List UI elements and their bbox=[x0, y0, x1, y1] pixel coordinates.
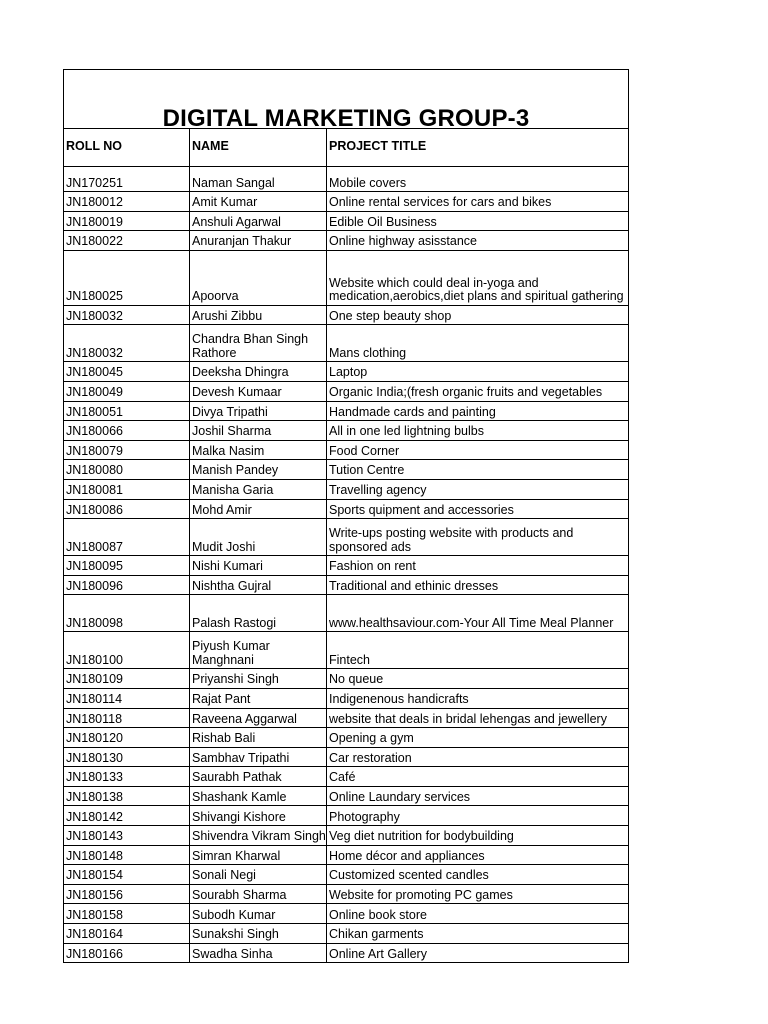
table-row bbox=[64, 362, 629, 382]
project-title-cell: Edible Oil Business bbox=[327, 211, 629, 231]
project-title-cell: Car restoration bbox=[327, 747, 629, 767]
name-cell: Sourabh Sharma bbox=[190, 884, 327, 904]
name-cell: Sonali Negi bbox=[190, 865, 327, 885]
roll-no-cell: JN180025 bbox=[64, 250, 190, 305]
project-title-cell: Traditional and ethinic dresses bbox=[327, 575, 629, 595]
name-cell: Saurabh Pathak bbox=[190, 767, 327, 787]
roll-no-cell: JN180087 bbox=[64, 519, 190, 556]
project-title-cell: Online book store bbox=[327, 904, 629, 924]
project-title-cell: Online Laundary services bbox=[327, 786, 629, 806]
project-title-cell: Veg diet nutrition for bodybuilding bbox=[327, 826, 629, 846]
roll-no-cell: JN180158 bbox=[64, 904, 190, 924]
roll-no-cell: JN180080 bbox=[64, 460, 190, 480]
project-title-cell: Mobile covers bbox=[327, 167, 629, 192]
roll-no-cell: JN180143 bbox=[64, 826, 190, 846]
name-cell: Arushi Zibbu bbox=[190, 305, 327, 325]
table-row bbox=[64, 904, 629, 924]
roll-no-cell: JN180098 bbox=[64, 595, 190, 632]
name-cell: Devesh Kumaar bbox=[190, 381, 327, 401]
roll-no-cell: JN180138 bbox=[64, 786, 190, 806]
name-cell: Raveena Aggarwal bbox=[190, 708, 327, 728]
roll-no-cell: JN180154 bbox=[64, 865, 190, 885]
table-row bbox=[64, 231, 629, 251]
name-cell: Amit Kumar bbox=[190, 192, 327, 212]
table-row bbox=[64, 325, 629, 362]
project-title-cell: Chikan garments bbox=[327, 924, 629, 944]
name-cell: Shivangi Kishore bbox=[190, 806, 327, 826]
table-row bbox=[64, 728, 629, 748]
roll-no-cell: JN180086 bbox=[64, 499, 190, 519]
project-title-cell: One step beauty shop bbox=[327, 305, 629, 325]
name-cell: Anuranjan Thakur bbox=[190, 231, 327, 251]
project-title-cell: No queue bbox=[327, 669, 629, 689]
name-cell: Nishtha Gujral bbox=[190, 575, 327, 595]
table-row bbox=[64, 767, 629, 787]
name-cell: Sunakshi Singh bbox=[190, 924, 327, 944]
project-title-cell: Online Art Gallery bbox=[327, 943, 629, 963]
name-cell: Chandra Bhan Singh Rathore bbox=[190, 325, 327, 362]
table-row bbox=[64, 688, 629, 708]
table-row bbox=[64, 460, 629, 480]
project-title-cell: Customized scented candles bbox=[327, 865, 629, 885]
table-row bbox=[64, 479, 629, 499]
project-title-cell: All in one led lightning bulbs bbox=[327, 421, 629, 441]
table-row bbox=[64, 192, 629, 212]
project-title-cell: www.healthsaviour.com-Your All Time Meal Planner bbox=[327, 595, 629, 632]
roll-no-cell: JN180133 bbox=[64, 767, 190, 787]
name-cell: Shashank Kamle bbox=[190, 786, 327, 806]
project-title-cell: Online rental services for cars and bikes bbox=[327, 192, 629, 212]
project-title-cell: Website for promoting PC games bbox=[327, 884, 629, 904]
name-cell: Deeksha Dhingra bbox=[190, 362, 327, 382]
roll-no-cell: JN180045 bbox=[64, 362, 190, 382]
roll-no-cell: JN180049 bbox=[64, 381, 190, 401]
project-title-cell: Indigenenous handicrafts bbox=[327, 688, 629, 708]
roll-no-cell: JN180166 bbox=[64, 943, 190, 963]
name-cell: Mohd Amir bbox=[190, 499, 327, 519]
project-title-cell: Organic India;(fresh organic fruits and vegetables bbox=[327, 381, 629, 401]
title-row bbox=[64, 70, 629, 129]
project-title-cell: Food Corner bbox=[327, 440, 629, 460]
name-cell: Sambhav Tripathi bbox=[190, 747, 327, 767]
roll-no-cell: JN180051 bbox=[64, 401, 190, 421]
table-row bbox=[64, 747, 629, 767]
table-row bbox=[64, 943, 629, 963]
roll-no-cell: JN180156 bbox=[64, 884, 190, 904]
name-cell: Malka Nasim bbox=[190, 440, 327, 460]
table-row bbox=[64, 250, 629, 305]
roll-no-cell: JN180148 bbox=[64, 845, 190, 865]
roll-no-cell: JN180012 bbox=[64, 192, 190, 212]
name-cell: Anshuli Agarwal bbox=[190, 211, 327, 231]
roll-no-cell: JN180118 bbox=[64, 708, 190, 728]
roll-no-cell: JN180096 bbox=[64, 575, 190, 595]
roll-no-cell: JN180142 bbox=[64, 806, 190, 826]
name-cell: Naman Sangal bbox=[190, 167, 327, 192]
name-cell: Palash Rastogi bbox=[190, 595, 327, 632]
project-title-cell: Fashion on rent bbox=[327, 556, 629, 576]
table-row bbox=[64, 556, 629, 576]
name-cell: Piyush Kumar Manghnani bbox=[190, 632, 327, 669]
table-row bbox=[64, 865, 629, 885]
project-title-cell: Laptop bbox=[327, 362, 629, 382]
project-title-cell: Sports quipment and accessories bbox=[327, 499, 629, 519]
table-row bbox=[64, 519, 629, 556]
table-row bbox=[64, 924, 629, 944]
table-row bbox=[64, 595, 629, 632]
table-row bbox=[64, 786, 629, 806]
project-title-cell: Travelling agency bbox=[327, 479, 629, 499]
roll-no-cell: JN180100 bbox=[64, 632, 190, 669]
roll-no-cell: JN180114 bbox=[64, 688, 190, 708]
table-row bbox=[64, 211, 629, 231]
table-row bbox=[64, 440, 629, 460]
name-cell: Mudit Joshi bbox=[190, 519, 327, 556]
project-title-cell: Write-ups posting website with products and sponsored ads bbox=[327, 519, 629, 556]
roll-no-cell: JN180081 bbox=[64, 479, 190, 499]
column-header-project-title: PROJECT TITLE bbox=[327, 129, 629, 167]
name-cell: Simran Kharwal bbox=[190, 845, 327, 865]
name-cell: Swadha Sinha bbox=[190, 943, 327, 963]
column-header-name: NAME bbox=[190, 129, 327, 167]
table-row bbox=[64, 575, 629, 595]
project-title-cell: Online highway asisstance bbox=[327, 231, 629, 251]
name-cell: Manish Pandey bbox=[190, 460, 327, 480]
name-cell: Subodh Kumar bbox=[190, 904, 327, 924]
name-cell: Divya Tripathi bbox=[190, 401, 327, 421]
project-title-cell: Website which could deal in-yoga and medication,aerobics,diet plans and spiritual gathering bbox=[327, 250, 629, 305]
roll-no-cell: JN180066 bbox=[64, 421, 190, 441]
roll-no-cell: JN170251 bbox=[64, 167, 190, 192]
project-title-cell: Handmade cards and painting bbox=[327, 401, 629, 421]
project-title-cell: Fintech bbox=[327, 632, 629, 669]
project-title-cell: Tution Centre bbox=[327, 460, 629, 480]
roll-no-cell: JN180022 bbox=[64, 231, 190, 251]
project-title-cell: Opening a gym bbox=[327, 728, 629, 748]
sheet-title: DIGITAL MARKETING GROUP-3 bbox=[64, 70, 629, 129]
table-row bbox=[64, 884, 629, 904]
header-row bbox=[64, 129, 629, 167]
table-row bbox=[64, 669, 629, 689]
table-row bbox=[64, 632, 629, 669]
name-cell: Apoorva bbox=[190, 250, 327, 305]
roster-table bbox=[63, 69, 629, 963]
roll-no-cell: JN180109 bbox=[64, 669, 190, 689]
name-cell: Shivendra Vikram Singh bbox=[190, 826, 327, 846]
project-title-cell: Café bbox=[327, 767, 629, 787]
roll-no-cell: JN180019 bbox=[64, 211, 190, 231]
project-title-cell: Mans clothing bbox=[327, 325, 629, 362]
table-row bbox=[64, 845, 629, 865]
table-row bbox=[64, 806, 629, 826]
name-cell: Rishab Bali bbox=[190, 728, 327, 748]
name-cell: Priyanshi Singh bbox=[190, 669, 327, 689]
roll-no-cell: JN180130 bbox=[64, 747, 190, 767]
table-row bbox=[64, 401, 629, 421]
roll-no-cell: JN180032 bbox=[64, 325, 190, 362]
project-title-cell: Photography bbox=[327, 806, 629, 826]
roll-no-cell: JN180079 bbox=[64, 440, 190, 460]
name-cell: Manisha Garia bbox=[190, 479, 327, 499]
roll-no-cell: JN180032 bbox=[64, 305, 190, 325]
table-row bbox=[64, 421, 629, 441]
table-row bbox=[64, 381, 629, 401]
table-row bbox=[64, 499, 629, 519]
table-row bbox=[64, 305, 629, 325]
project-title-cell: website that deals in bridal lehengas and jewellery bbox=[327, 708, 629, 728]
project-title-cell: Home décor and appliances bbox=[327, 845, 629, 865]
roll-no-cell: JN180120 bbox=[64, 728, 190, 748]
table-row bbox=[64, 167, 629, 192]
name-cell: Joshil Sharma bbox=[190, 421, 327, 441]
table-row bbox=[64, 826, 629, 846]
table-row bbox=[64, 708, 629, 728]
roll-no-cell: JN180095 bbox=[64, 556, 190, 576]
name-cell: Nishi Kumari bbox=[190, 556, 327, 576]
column-header-roll-no: ROLL NO bbox=[64, 129, 190, 167]
name-cell: Rajat Pant bbox=[190, 688, 327, 708]
roll-no-cell: JN180164 bbox=[64, 924, 190, 944]
